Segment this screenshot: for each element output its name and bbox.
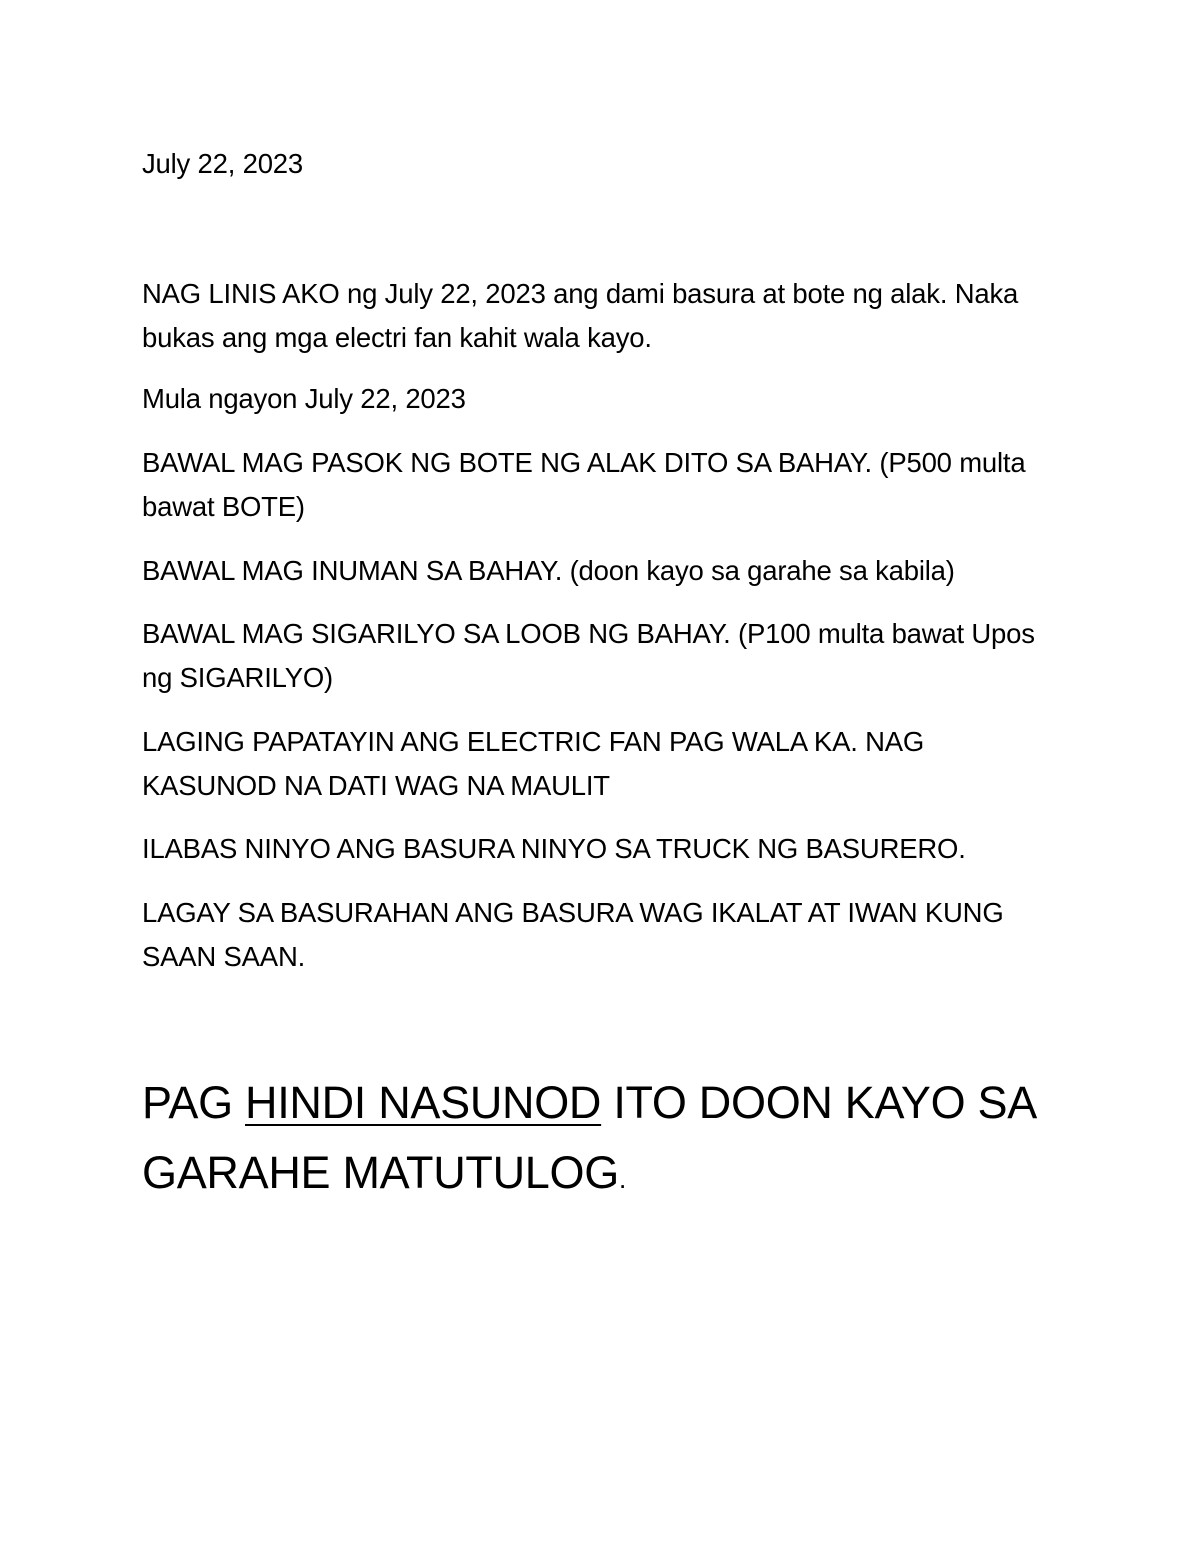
document-date: July 22, 2023 <box>142 148 303 179</box>
paragraph-cleaning-note: NAG LINIS AKO ng July 22, 2023 ang dami basura at bote ng alak. Naka bukas ang mga electri fan kahit wala kayo. <box>142 278 1019 353</box>
warning-underlined-text: HINDI NASUNOD <box>245 1077 602 1128</box>
paragraph-effective-date: Mula ngayon July 22, 2023 <box>142 383 466 414</box>
rule-use-trash-bin: LAGAY SA BASURAHAN ANG BASURA WAG IKALAT AT IWAN KUNG SAAN SAAN. <box>142 897 1004 972</box>
warning-prefix: PAG <box>142 1077 245 1128</box>
rule-turn-off-fan: LAGING PAPATAYIN ANG ELECTRIC FAN PAG WALA KA. NAG KASUNOD NA DATI WAG NA MAULIT <box>142 726 925 801</box>
warning-statement <box>142 1068 1092 1214</box>
rule-no-smoking: BAWAL MAG SIGARILYO SA LOOB NG BAHAY. (P100 multa bawat Upos ng SIGARILYO) <box>142 618 1035 693</box>
rule-take-out-trash: ILABAS NINYO ANG BASURA NINYO SA TRUCK NG BASURERO. <box>142 833 966 864</box>
warning-period: . <box>618 1164 627 1194</box>
warning-suffix: ITO DOON KAYO SA GARAHE MATUTULOG <box>142 1077 1035 1198</box>
rule-no-alcohol-bottles: BAWAL MAG PASOK NG BOTE NG ALAK DITO SA BAHAY. (P500 multa bawat BOTE) <box>142 447 1026 522</box>
rule-no-drinking: BAWAL MAG INUMAN SA BAHAY. (doon kayo sa garahe sa kabila) <box>142 555 955 586</box>
